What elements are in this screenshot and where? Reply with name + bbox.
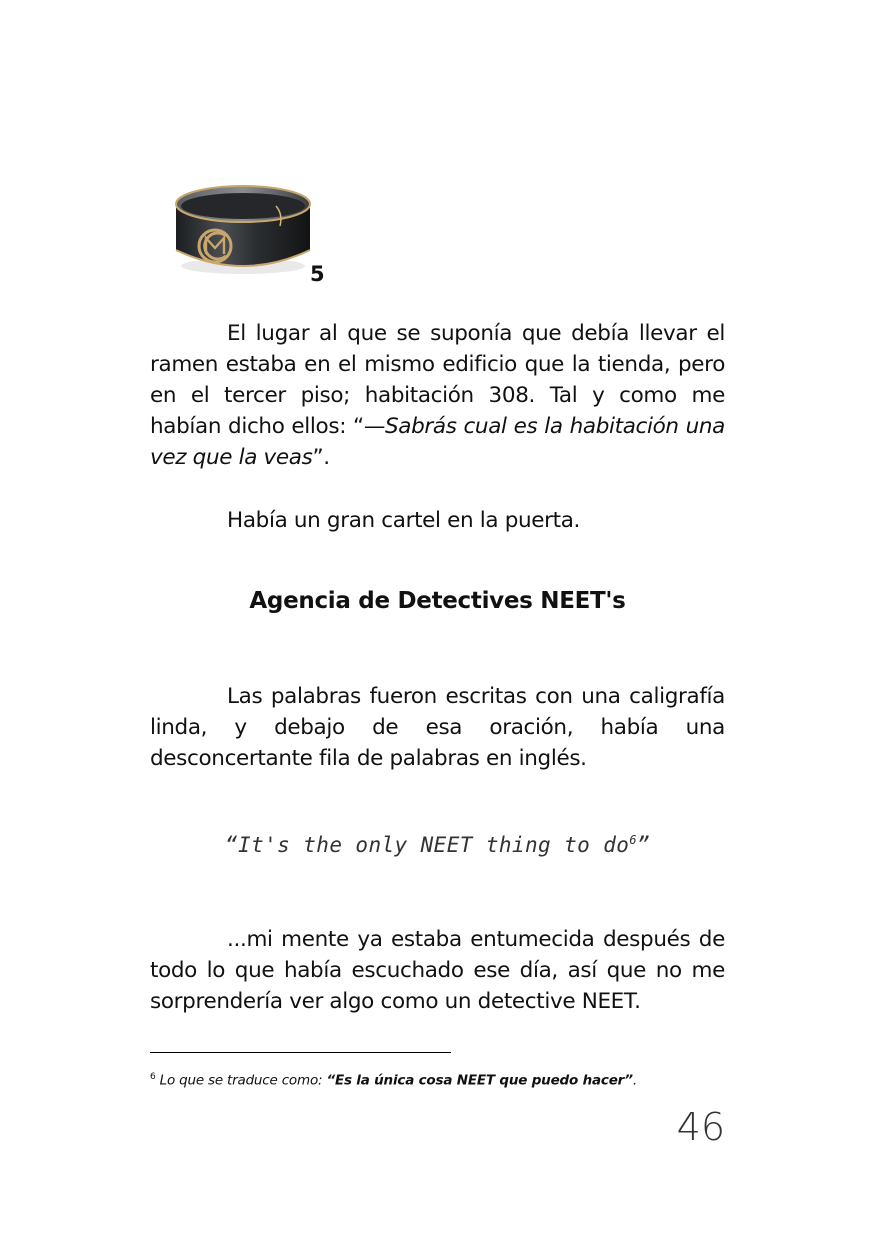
- sign-heading: Agencia de Detectives NEET's: [249, 588, 626, 614]
- paragraph-3: Las palabras fueron escritas con una caligrafía linda, y debajo de esa oración, había una desconcertante fila de palabras en inglés.: [150, 684, 725, 771]
- english-quote: [150, 833, 725, 857]
- paragraph-1-text: El lugar al que se suponía que debía llevar el ramen estaba en el mismo edificio que la tienda, pero en el tercer piso; habitación 308. Tal y como me habían dicho ellos: “: [150, 321, 725, 439]
- paragraph-2: Había un gran cartel en la puerta.: [227, 508, 581, 533]
- page-number: 46: [676, 1105, 725, 1149]
- footnote-suffix: .: [632, 1072, 637, 1089]
- footnote-ref: 6: [629, 833, 637, 847]
- footnote: [150, 1072, 750, 1089]
- footnote-prefix: Lo que se traduce como:: [155, 1072, 327, 1089]
- quote-text: It's the only NEET thing to do: [238, 833, 630, 857]
- paragraph-1: [150, 318, 725, 473]
- footnote-emphasis: “Es la única cosa NEET que puedo hacer”: [326, 1072, 633, 1089]
- paragraph-1-italic-quote: —Sabrás cual es la habitación una vez que la veas: [150, 414, 725, 470]
- chapter-number: 5: [310, 262, 325, 286]
- quote-open-mark: “: [224, 833, 239, 857]
- paragraph-1-end: ”.: [312, 445, 330, 470]
- footnote-divider: [150, 1052, 451, 1053]
- bracelet-ring-icon: [168, 178, 318, 278]
- quote-close-mark: ”: [636, 833, 650, 857]
- paragraph-4: ...mi mente ya estaba entumecida después de todo lo que había escuchado ese día, así que no me sorprendería ver algo como un detective NEET.: [150, 927, 725, 1014]
- footnote-number: 6: [150, 1072, 156, 1082]
